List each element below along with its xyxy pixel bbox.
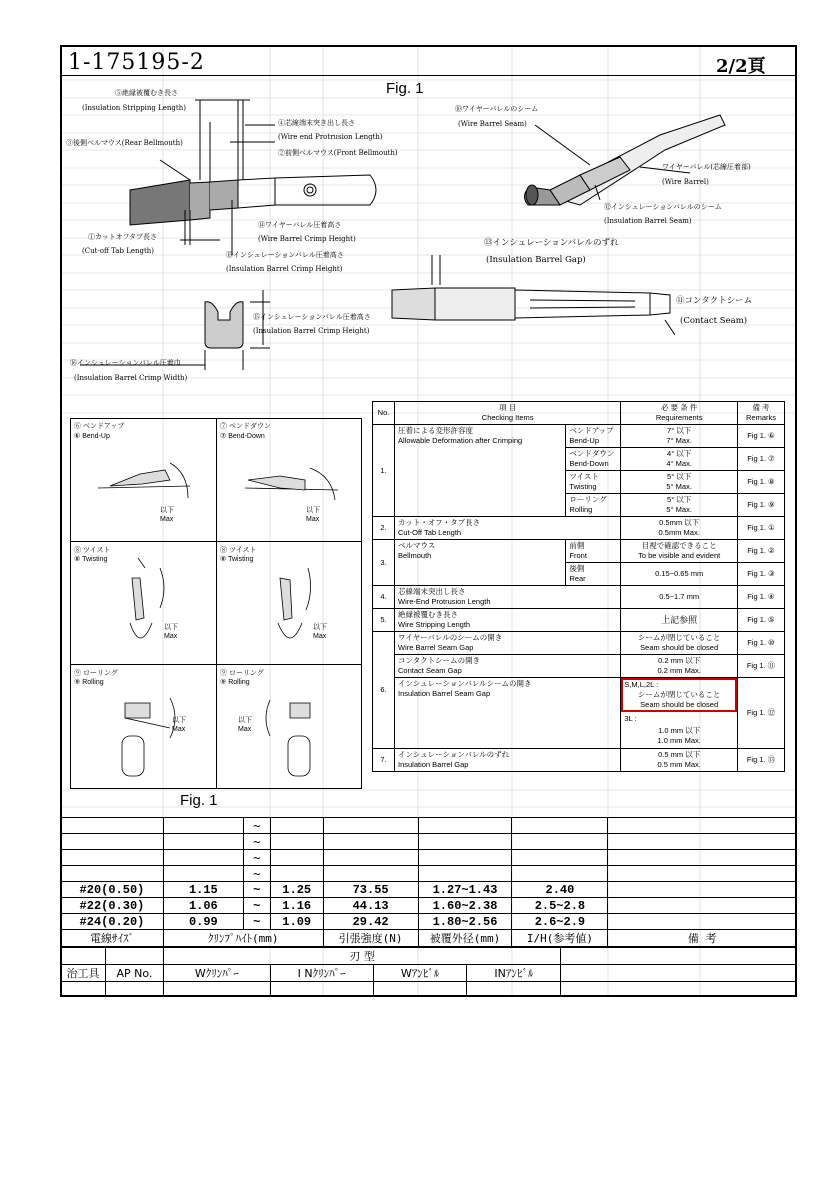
label-insulation-barrel-seam-en: (Insulation Barrel Seam) [604, 217, 692, 225]
label-insulation-barrel-seam: ⑫インシュレーションバレルのシーム [604, 203, 722, 211]
panel-bend-up-max: Max [160, 516, 174, 523]
table-row: 4. 芯線端末突出し長さ Wire-End Protrusion Length 0.5~1.7 mm Fig 1. ④ [373, 586, 785, 609]
label-contact-seam-en: (Contact Seam) [680, 316, 748, 326]
header-items: 項 目 Checking Items [394, 402, 620, 425]
panel-rolling-left-max: Max [172, 726, 186, 733]
page-number: 2/2頁 [716, 56, 766, 77]
table-row: ローリング Rolling 5° 以下 5° Max. Fig 1. ⑨ [373, 494, 785, 517]
label-insulation-barrel-gap-en: (Insulation Barrel Gap) [486, 255, 586, 265]
panel-twist-left-title: ⑧ ツイスト [74, 547, 111, 554]
label-wire-end-protrusion: ④芯線端末突き出し長さ [278, 119, 355, 127]
label-wire-barrel-crimp-height-en: (Wire Barrel Crimp Height) [258, 235, 356, 243]
table-row: ツイスト Twisting 5° 以下 5° Max. Fig 1. ⑧ [373, 471, 785, 494]
table-header-row [373, 402, 785, 425]
panel-rolling-right-subtitle: ⑨ Rolling [220, 679, 250, 686]
checking-items-table [372, 401, 785, 772]
label-insulation-barrel-crimp-height: ⑮インシュレーションバレル圧着高さ [226, 251, 344, 259]
label-insulation-stripping-length-en: (Insulation Stripping Length) [82, 104, 186, 112]
label-wire-barrel-crimp-height: ⑭ワイヤーバレル圧着高さ [258, 221, 342, 229]
table-header-row: 電線ｻｲｽﾞ ｸﾘﾝﾌﾟﾊｲﾄ(mm) 引張強度(N) 被覆外径(mm) I/H(参考値) 備 考 [61, 930, 797, 947]
label-wire-barrel-en: (Wire Barrel) [662, 178, 709, 186]
table-row: #20(0.50) 1.15 ~ 1.25 73.55 1.27~1.43 2.40 [61, 882, 797, 898]
panel-twist-right-title: ⑧ ツイスト [220, 547, 257, 554]
header-remarks: 備 考 Remarks [738, 402, 785, 425]
panel-bend-down-below: 以下 [306, 507, 320, 514]
header-divider [60, 75, 797, 76]
label-wire-barrel-seam: ⑩ワイヤーバレルのシーム [455, 105, 539, 113]
table-row: #24(0.20) 0.99 ~ 1.09 29.42 1.80~2.56 2.6~2.9 [61, 914, 797, 930]
label-cut-off-tab-length: ①カットオフタブ長さ [88, 233, 158, 241]
panel-rolling-right-max: Max [238, 726, 252, 733]
label-insulation-barrel-gap: ⑬インシュレーションバレルのずれ [484, 238, 619, 248]
table-row: ~ [61, 818, 797, 834]
label-contact-seam: ⑪コンタクトシーム [676, 296, 753, 306]
panel-rolling-right-title: ⑨ ローリング [220, 670, 264, 677]
tooling-table [60, 947, 797, 997]
label-insulation-barrel-crimp-width-en: (Insulation Barrel Crimp Width) [74, 374, 188, 382]
table-row: 1. 圧着による変形許容度 Allowable Deformation after Crimping ベンドアップ Bend-Up 7° 以下 7° Max. Fig 1. ⑥ [373, 425, 785, 448]
table-row: 7. インシュレーションバレルのずれ Insulation Barrel Gap 0.5 mm 以下 0.5 mm Max. Fig 1. ⑬ [373, 749, 785, 772]
table-row: ~ [61, 850, 797, 866]
label-wire-end-protrusion-en: (Wire end Protrusion Length) [278, 133, 383, 141]
table-row: #22(0.30) 1.06 ~ 1.16 44.13 1.60~2.38 2.5~2.8 [61, 898, 797, 914]
table-row: インシュレーションバレルシームの開き Insulation Barrel Seam Gap S,M,L,2L : シームが閉じていること Seam should be closed 3L : 1.0 mm 以下 1.0 mm Max. Fig 1. ⑫ [373, 678, 785, 749]
panel-twist-left-below: 以下 [164, 624, 178, 631]
highlight-seam-requirement: S,M,L,2L : シームが閉じていること Seam should be closed [621, 678, 737, 712]
table-row: 2. カット・オフ・タブ長さ Cut-Off Tab Length 0.5mm 以下 0.5mm Max. Fig 1. ① [373, 517, 785, 540]
panel-rolling-left-title: ⑨ ローリング [74, 670, 118, 677]
table-row [61, 982, 797, 997]
table-row: ~ [61, 834, 797, 850]
panel-twist-left-subtitle: ⑧ Twisting [74, 556, 108, 563]
label-insulation-barrel-crimp-height-2-en: (Insulation Barrel Crimp Height) [253, 327, 370, 335]
panel-bend-down-subtitle: ⑦ Bend-Down [220, 433, 265, 440]
table-row: 3. ベルマウス Bellmouth 前側 Front 目視で確認できること To be visible and evident Fig 1. ② [373, 540, 785, 563]
table-row: ~ [61, 866, 797, 882]
label-insulation-stripping-length: ⑤絶縁被覆むき長さ [115, 89, 178, 97]
panel-twist-right-max: Max [313, 633, 327, 640]
panel-rolling-right-below: 以下 [238, 717, 252, 724]
panel-bend-up-subtitle: ⑥ Bend-Up [74, 433, 110, 440]
panel-twist-right-below: 以下 [313, 624, 327, 631]
panel-bend-up-below: 以下 [160, 507, 174, 514]
panel-bend-down-max: Max [306, 516, 320, 523]
panel-bend-down-title: ⑦ ベンドダウン [220, 423, 271, 430]
panel-twist-left-max: Max [164, 633, 178, 640]
panel-rolling-left-below: 以下 [172, 717, 186, 724]
header-no: No. [373, 402, 395, 425]
label-insulation-barrel-crimp-height-2: ⑮インシュレーションバレル圧着高さ [253, 313, 371, 321]
table-row: ベンドダウン Bend-Down 4° 以下 4° Max. Fig 1. ⑦ [373, 448, 785, 471]
label-rear-bellmouth: ③後側ベルマウス(Rear Bellmouth) [66, 139, 183, 147]
label-insulation-barrel-crimp-width: ⑯インシュレーションバレル圧着巾 [70, 359, 181, 367]
figure-label-bottom: Fig. 1 [180, 792, 218, 809]
table-header-row: 治工具 AP No. Wｸﾘﾝﾊﾟｰ I Nｸﾘﾝﾊﾟｰ Wｱﾝﾋﾞﾙ INｱﾝﾋﾞﾙ [61, 965, 797, 982]
table-row: 6. ワイヤーバレルのシームの開き Wire Barrel Seam Gap シームが閉じていること Seam should be closed Fig 1. ⑩ [373, 632, 785, 655]
label-cut-off-tab-length-en: (Cut-off Tab Length) [82, 247, 155, 255]
table-row: 刃 型 [61, 948, 797, 965]
wire-spec-table [60, 817, 797, 947]
panel-twist-right-subtitle: ⑧ Twisting [220, 556, 254, 563]
deformation-sketches [70, 418, 362, 789]
label-front-bellmouth: ②前側ベルマウス(Front Bellmouth) [278, 149, 398, 157]
table-row: コンタクトシームの開き Contact Seam Gap 0.2 mm 以下 0.2 mm Max. Fig 1. ⑪ [373, 655, 785, 678]
label-insulation-barrel-crimp-height-en: (Insulation Barrel Crimp Height) [226, 265, 343, 273]
table-row: 後側 Rear 0.15~0.65 mm Fig 1. ③ [373, 563, 785, 586]
document-number: 1-175195-2 [68, 50, 205, 75]
panel-bend-up-title: ⑥ ベンドアップ [74, 423, 125, 430]
table-row: 5. 絶縁被覆むき長さ Wire Stripping Length 上記参照 Fig 1. ⑤ [373, 609, 785, 632]
label-wire-barrel: ワイヤーバレル(芯線圧着部) [662, 163, 751, 171]
panel-rolling-left-subtitle: ⑨ Rolling [74, 679, 104, 686]
label-wire-barrel-seam-en: (Wire Barrel Seam) [458, 120, 527, 128]
header-requirements: 必 要 条 件 Requirements [621, 402, 738, 425]
figure-label-top: Fig. 1 [386, 80, 424, 97]
